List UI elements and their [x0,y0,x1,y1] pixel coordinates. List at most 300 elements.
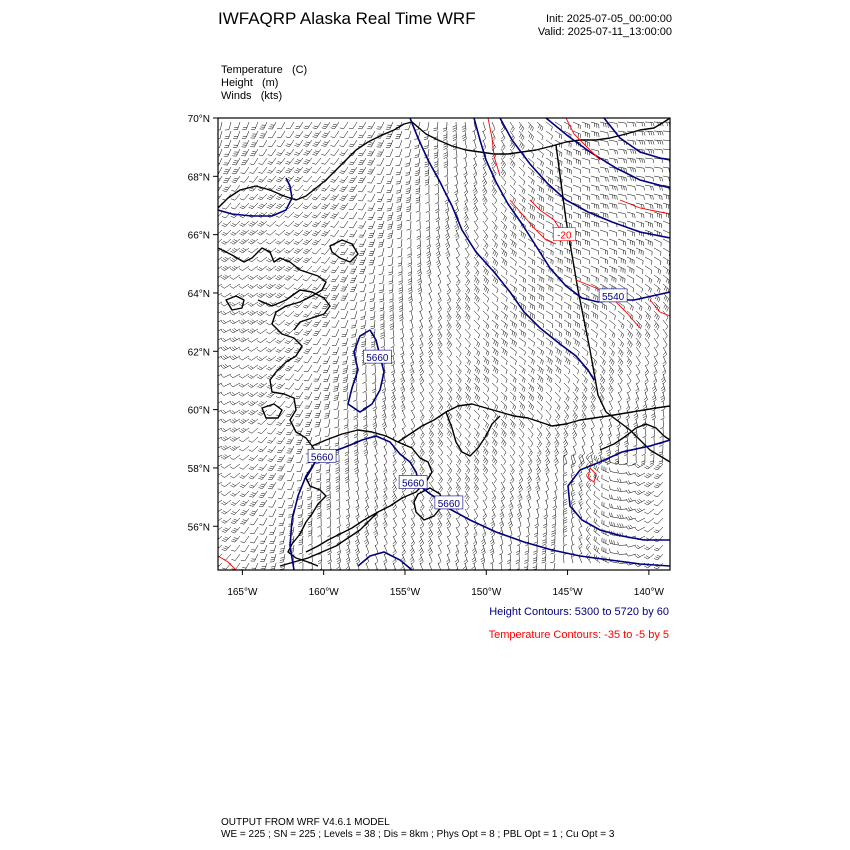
wind-barb [378,221,385,229]
wind-barb [465,473,470,483]
lat-tick-label: 64°N [187,288,210,300]
wind-barb [533,545,537,555]
wind-barb [528,293,535,301]
wind-barb [388,239,393,248]
wind-barb [573,212,581,219]
wind-barb [618,248,625,255]
wind-barb [435,203,439,213]
wind-barb [251,563,258,570]
wind-barb [627,356,632,366]
wind-barb [474,230,478,240]
wind-barb [303,212,312,218]
wind-barb [438,401,443,411]
wind-barb [582,203,590,209]
wind-barb [617,515,627,519]
wind-barb [600,410,604,420]
wind-barb [582,221,590,228]
wind-barb [563,508,567,518]
wind-barb [453,140,457,150]
wind-barb [636,185,645,191]
wind-barb [510,329,517,338]
wind-barb [635,482,645,486]
wind-barb [387,203,393,211]
wind-barb [276,167,285,173]
wind-barb [465,437,470,447]
wind-barb [386,122,393,129]
wind-barb [600,365,605,375]
wind-barb [600,131,608,137]
wind-barb [545,491,548,501]
wind-barb [345,473,349,483]
wind-barb [591,428,594,438]
wind-barb [239,311,249,315]
wind-barb [393,509,397,519]
wind-barb [303,149,312,155]
wind-barb [582,257,589,264]
wind-barb [318,518,322,528]
wind-barb [294,239,303,245]
wind-barb [400,320,403,330]
wind-barb [417,230,421,240]
wind-barb [361,320,366,329]
wind-barb [518,518,521,528]
wind-barb [447,311,452,321]
wind-barb [382,401,386,411]
wind-barb [420,311,423,321]
wind-barb [654,545,663,551]
wind-barb [537,374,543,383]
wind-barb [286,446,294,453]
wind-barb [519,347,526,356]
wind-barb [455,563,459,573]
wind-barb [473,176,477,186]
wind-barb [483,203,487,213]
wind-barb [610,486,619,492]
wind-barb [332,338,339,345]
wind-barb [474,473,479,483]
wind-barb [492,338,498,347]
wind-barb [546,194,553,202]
wind-barb [510,482,514,492]
wind-barb [610,468,619,474]
wind-barb [474,482,479,492]
wind-barb [222,536,231,542]
wind-barb [645,158,654,163]
height-contour-line [448,508,670,566]
wind-barb [420,401,424,411]
wind-barb [564,374,570,383]
wind-barb [654,266,661,274]
wind-barb [483,338,489,347]
wind-barb [456,527,460,537]
wind-barb [249,500,258,506]
wind-barb [285,374,294,380]
wind-barb [483,329,489,338]
wind-barb [555,302,562,310]
wind-barb [456,311,461,321]
wind-barb [248,383,258,388]
wind-barb [316,473,321,482]
wind-barb [367,176,375,183]
wind-barb [240,527,249,533]
wind-barb [416,212,420,221]
wind-barb [519,194,525,203]
wind-barb [465,356,471,365]
wind-barb [555,131,562,139]
wind-barb [663,221,670,228]
wind-barb [363,410,367,420]
wind-barb [602,502,609,509]
wind-barb [645,320,650,330]
wind-barb [465,410,471,419]
wind-barb [546,221,553,229]
wind-barb [537,293,544,301]
wind-barb [537,383,543,392]
wind-barb [447,257,450,267]
wind-barb [636,194,644,200]
wind-barb [326,491,330,501]
wind-barb [346,527,350,537]
wind-barb [242,131,249,138]
wind-barb [528,257,535,265]
wind-barb [294,311,303,317]
wind-barb [582,239,590,246]
wind-barb [393,428,396,438]
wind-barb [239,383,249,387]
wind-barb [303,176,312,182]
wind-barb [239,293,249,297]
wind-barb [324,401,330,409]
wind-barb [314,401,321,409]
wind-barb [626,410,630,420]
wind-barb [303,302,312,308]
wind-barb [573,149,580,156]
wind-barb [322,329,330,336]
wind-barb [419,365,424,375]
wind-barb [618,149,627,154]
wind-barb [456,536,459,546]
wind-barb [635,527,645,531]
wind-barb [626,516,636,520]
wind-barb [266,329,276,334]
wind-barb [663,302,668,312]
wind-barb [456,428,461,438]
wind-barb [230,239,240,244]
wind-barb [594,545,600,554]
wind-barb [221,257,231,262]
wind-barb [248,374,258,379]
wind-barb [663,293,669,302]
wind-barb [248,401,258,406]
wind-barb [609,230,617,237]
wind-barb [303,275,312,281]
wind-barb [212,482,222,486]
wind-barb [221,500,231,505]
wind-barb [267,428,276,434]
wind-barb [553,491,557,501]
wind-barb [294,203,303,209]
wind-barb [582,194,590,200]
wind-barb [618,374,622,384]
wind-barb [420,446,425,456]
wind-barb [600,302,607,310]
wind-barb [447,473,452,483]
wind-barb [624,437,628,447]
wind-barb [426,221,430,231]
wind-barb [230,410,240,414]
wind-barb [285,266,295,271]
wind-barb [636,212,644,218]
wind-barb [303,140,312,147]
wind-barb [407,248,411,258]
wind-barb [318,554,322,564]
wind-barb [498,563,502,573]
wind-barb [350,266,357,273]
wind-barb [266,284,276,289]
wind-barb [436,257,440,267]
wind-barb [285,329,294,335]
wind-barb [391,410,396,420]
wind-barb [354,464,358,474]
wind-barb [337,518,340,528]
wind-barb [474,338,480,347]
wind-barb [510,392,516,401]
wind-barb [465,464,470,474]
variable-name: Winds [221,90,252,102]
wind-barb [333,383,339,391]
wind-barb [411,527,415,537]
wind-barb [429,392,433,402]
wind-barb [427,239,431,249]
wind-barb [528,203,535,211]
wind-barb [286,428,294,435]
wind-barb [241,563,249,570]
wind-barb [267,203,276,209]
wind-barb [258,464,267,470]
wind-barb [537,212,544,220]
wind-barb [524,554,528,564]
wind-barb [321,221,330,227]
wind-barb [586,535,591,545]
wind-barb [474,302,480,311]
wind-barb [296,446,303,453]
wind-barb [222,527,231,533]
wind-barb [349,140,357,147]
wind-barb [221,284,231,288]
wind-barb [322,320,330,327]
wind-barb [411,509,415,519]
wind-barb [386,185,393,193]
wind-barb [258,410,268,415]
wind-barb [582,122,590,129]
wind-barb [600,419,603,429]
wind-barb [663,131,672,135]
wind-barb [635,508,645,513]
wind-barb [501,347,507,356]
wind-barb [447,266,450,276]
wind-barb [239,248,249,253]
wind-barb [340,266,348,273]
wind-barb [586,526,591,536]
wind-barb [571,526,574,536]
wind-barb [608,419,612,429]
contour-label: 5660 [366,353,389,365]
wind-barb [645,248,652,256]
wind-barb [374,446,377,456]
wind-barb [499,545,502,555]
wind-barb [266,275,276,280]
wind-barb [546,248,553,256]
wind-barb [312,248,321,254]
wind-barb [358,194,366,201]
wind-barb [636,140,645,145]
wind-barb [564,383,570,392]
wind-barb [618,257,625,264]
wind-barb [579,499,584,509]
wind-barb [472,563,476,573]
wind-barb [516,554,520,564]
wind-barb [438,437,443,447]
wind-barb [537,239,544,247]
wind-barb [446,518,451,528]
wind-barb [387,212,393,220]
wind-barb [545,446,550,456]
wind-barb [371,338,375,347]
wind-barb [617,479,627,483]
wind-barb [654,347,658,357]
wind-barb [384,446,387,456]
variable-unit: (kts) [260,90,283,102]
wind-barb [368,203,375,210]
wind-barb [212,536,222,541]
wind-barb [401,464,406,474]
wind-barb [627,347,632,357]
wind-barb [374,482,378,492]
wind-barb [609,374,614,384]
wind-barb [386,158,393,165]
wind-barb [321,230,330,236]
wind-barb [591,347,597,356]
wind-barb [492,392,498,401]
wind-barb [609,257,616,264]
wind-barb [515,563,519,573]
wind-barb [340,230,348,237]
wind-barb [573,185,581,192]
wind-barb [537,365,543,374]
wind-barb [555,365,561,374]
wind-barb [455,194,459,204]
wind-barb [383,518,388,528]
wind-barb [358,203,366,210]
wind-barb [465,266,470,276]
wind-barb [447,338,452,348]
wind-barb [393,518,397,528]
wind-barb [322,131,331,138]
wind-barb [609,356,614,366]
wind-barb [268,482,276,489]
wind-barb [420,464,425,474]
wind-barb [298,500,304,509]
wind-barb [393,527,397,537]
wind-barb [383,491,388,501]
wind-barb [510,158,515,168]
wind-barb [528,365,534,374]
wind-barb [340,149,348,156]
wind-barb [221,455,231,460]
wind-barb [474,464,479,474]
wind-barb [463,167,467,177]
wind-barb [582,158,590,164]
wind-barb [501,221,507,230]
wind-barb [359,266,366,274]
wind-barb [231,518,240,524]
wind-barb [573,122,580,129]
wind-barb [383,554,387,564]
wind-barb [456,383,461,393]
wind-barb [636,275,643,283]
wind-barb [417,275,421,285]
wind-barb [331,275,339,282]
wind-barb [563,535,567,545]
wind-barb [239,437,249,442]
wind-barb [627,158,636,163]
wind-barb [644,383,648,393]
wind-barb [594,536,600,545]
wind-barb [298,509,303,518]
wind-barb [287,464,294,471]
wind-barb [303,185,312,191]
wind-barb [464,176,468,186]
wind-barb [406,203,411,212]
wind-barb [437,329,442,339]
wind-barb [444,149,448,159]
wind-barb [221,266,231,271]
wind-barb [358,185,366,192]
wind-barb [321,203,330,209]
wind-barb [221,355,231,360]
wind-barb [464,536,468,546]
wind-barb [396,194,402,202]
wind-barb [391,338,395,348]
wind-barb [230,428,240,433]
wind-barb [240,176,249,182]
wind-barb [239,455,249,460]
wind-barb [277,446,285,453]
wind-barb [240,482,249,488]
wind-barb [415,149,421,158]
wind-barb [483,212,488,222]
wind-barb [564,158,571,165]
wind-barb [510,428,515,438]
wind-barb [239,319,249,324]
wind-barb [582,392,587,402]
wind-barb [600,356,606,365]
wind-barb [474,410,480,419]
wind-barb [546,410,551,420]
wind-barb [519,365,525,374]
wind-barb [456,464,461,474]
wind-barb [474,491,478,501]
wind-barb [231,500,240,506]
wind-barb [221,482,231,487]
wind-barb [582,131,590,138]
wind-barb [249,203,258,209]
wind-barb [627,374,631,384]
wind-barb [259,140,267,147]
wind-barb [645,347,649,357]
wind-barb [277,455,285,462]
wind-barb [610,513,619,519]
